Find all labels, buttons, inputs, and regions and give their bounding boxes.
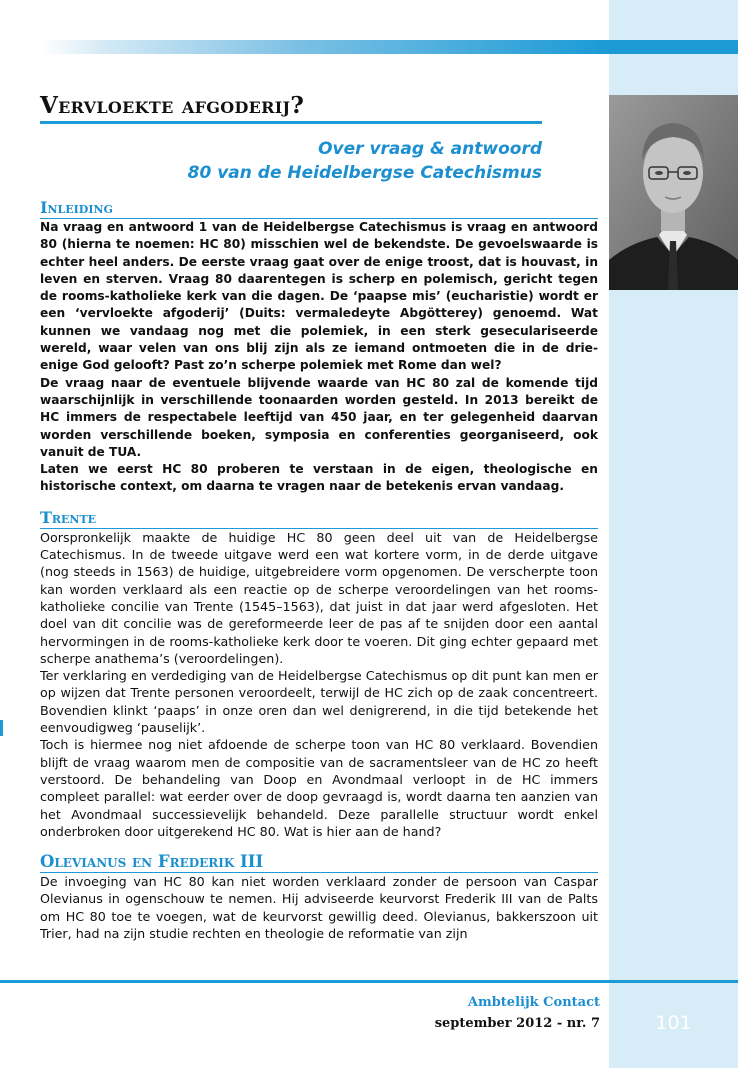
article-body [40,198,598,954]
paragraph: Toch is hiermee nog niet afdoende de scherpe toon van HC 80 verklaard. Bovendien blijft de vraag waarom men de compositie van de sacramentsleer van de HC zo heeft verstoord. De behandeling van Doop en Avondmaal verloopt in de HC immers compleet parallel: wat eerder over de doop gevraagd is, wordt daarna ten aanzien van het Avondmaal successievelijk behandeld. Deze parallelle structuur wordt enkel onderbroken door uitgerekend HC 80. Wat is hier aan de hand? [40,737,598,839]
paragraph: Na vraag en antwoord 1 van de Heidelbergse Catechismus is vraag en antwoord 80 (hierna te noemen: HC 80) misschien wel de bekendste. De gevoelswaarde is echter heel anders. De eerste vraag gaat over de enige troost, dat is houvast, in leven en sterven. Vraag 80 daarentegen is scherp en polemisch, gericht tegen de rooms-katholieke kerk van die dagen. De ‘paapse mis’ (eucharistie) wordt er een ‘vervloekte afgoderij’ (Duits: vermaledeyte Abgötterey) genoemd. Wat kunnen we vandaag nog met die polemiek, in een sterk geseculariseerde wereld, waar velen van ons blij zijn als ze iemand ontmoeten die in de drie-enige God gelooft? Past zo’n scherpe polemiek met Rome dan wel? [40,220,598,373]
magazine-name: Ambtelijk Contact [467,995,600,1010]
article-title: Vervloekte afgoderij? [40,92,305,119]
section-olevianus [40,852,598,942]
paragraph: Ter verklaring en verdediging van de Heidelbergse Catechismus op dit punt kan men er op wijzen dat Trente personen veroordeelt, terwijl de HC zich op de zaak concentreert. Bovendien klinkt ‘paaps’ in onze oren dan wel denigrerend, in die tijd betekende het eenvoudigweg ‘pauselijk’. [40,668,598,736]
top-gradient-bar [40,40,609,54]
margin-marker [0,720,3,736]
paragraph: Laten we eerst HC 80 proberen te verstaan in de eigen, theologische en historische context, om daarna te vragen naar de betekenis ervan vandaag. [40,462,598,494]
footer-rule [0,980,738,983]
section-heading: Trente [40,508,598,529]
page-number: 101 [655,1012,692,1034]
portrait-image [609,95,738,290]
title-underline [40,121,542,124]
article-subtitle [188,137,542,185]
paragraph: De vraag naar de eventuele blijvende waarde van HC 80 zal de komende tijd waarschijnlijk in verschillende toonaarden worden gesteld. In 2013 bereikt de HC immers de respectabele leeftijd van 450 jaar, en ter gelegenheid daarvan worden verschillende boeken, symposia en conferenties georganiseerd, ook vanuit de TUA. [40,375,598,459]
issue-info: september 2012 - nr. 7 [434,1016,600,1031]
top-bar-sidebar [609,40,738,54]
paragraph: De invoeging van HC 80 kan niet worden verklaard zonder de persoon van Caspar Olevianus in ogenschouw te nemen. Hij adviseerde keurvorst Frederik III van de Palts om HC 80 toe te voegen, wat de keurvorst gewillig deed. Olevianus, bakkerszoon uit Trier, had na zijn studie rechten en theologie de reformatie van zijn [40,874,598,941]
section-trente [40,508,598,840]
subtitle-line-2: 80 van de Heidelbergse Catechismus [187,163,542,183]
section-inleiding [40,198,598,496]
section-heading: Olevianus en Frederik III [40,852,598,873]
subtitle-line-1: Over vraag & antwoord [318,139,542,159]
paragraph: Oorspronkelijk maakte de huidige HC 80 geen deel uit van de Heidelbergse Catechismus. In de tweede uitgave werd een wat kortere vorm, in de derde uitgave (nog steeds in 1563) de huidige, uitgebreidere vorm opgenomen. De verscherpte toon kan worden verklaard als een reactie op de scherpe veroordelingen van het rooms-katholieke concilie van Trente (1545–1563), dat juist in dat jaar werd afgesloten. Het doel van dit concilie was de gereformeerde leer de pas af te snijden door een aantal hervormingen in de rooms-katholieke kerk door te voeren. Dit ging echter gepaard met scherpe anathema’s (veroordelingen). [40,529,598,666]
author-photo [609,95,738,290]
section-heading: Inleiding [40,198,598,219]
